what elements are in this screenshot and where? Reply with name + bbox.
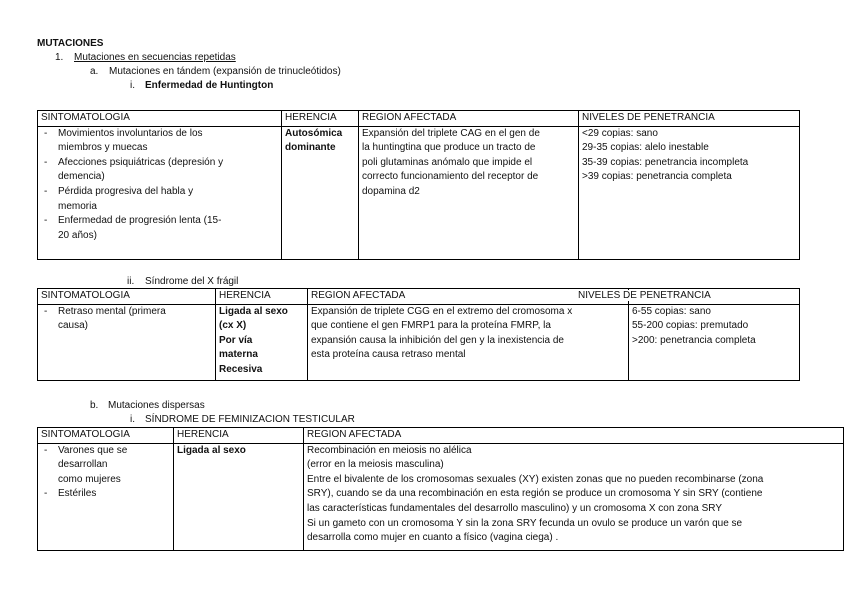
list-roman-ii: ii. [127,276,135,287]
region-cell: Expansión de triplete CGG en el extremo del cromosoma x que contiene el gen FMRP1 para la proteína FMRP, la expansión causa la inhibición del gen y la inexistencia de esta proteína causa retraso mental [308,304,629,380]
header-region-afectada: REGION AFECTADA [308,289,629,305]
symptom-item: - Retraso mental (primera causa) [41,305,212,334]
header-region-afectada: REGION AFECTADA [304,428,844,444]
list-roman-i: i. [130,80,135,91]
list-number-1: 1. [55,52,64,63]
symptoms-cell [38,443,174,550]
symptom-item: - Afecciones psiquiátricas (depresión y demencia) [41,156,278,185]
page-title: MUTACIONES [37,38,104,49]
symptoms-cell [38,126,282,259]
header-region-afectada: REGION AFECTADA [359,111,579,127]
list-roman-i-2: i. [130,414,135,425]
niveles-cell: <29 copias: sano 29-35 copias: alelo inestable 35-39 copias: penetrancia incompleta >39 copias: penetrancia completa [579,126,800,259]
disease-heading-feminizacion: SÍNDROME DE FEMINIZACION TESTICULAR [145,414,355,425]
symptom-item: - Movimientos involuntarios de los miembros y muecas [41,127,278,156]
huntington-table [37,110,800,260]
herencia-cell: Ligada al sexo [174,443,304,550]
feminizacion-table [37,427,844,551]
herencia-cell: Autosómica dominante [282,126,359,259]
header-sintomatologia: SINTOMATOLOGIA [38,111,282,127]
header-niveles-penetrancia: NIVELES DE PENETRANCIA [629,289,800,305]
x-fragil-table [37,288,800,381]
header-sintomatologia: SINTOMATOLOGIA [38,428,174,444]
symptoms-cell [38,304,216,380]
list-letter-a: a. [90,66,99,77]
header-herencia: HERENCIA [282,111,359,127]
symptom-item: - Pérdida progresiva del habla y memoria [41,185,278,214]
herencia-cell: Ligada al sexo (cx X) Por vía materna Recesiva [216,304,308,380]
symptom-item: - Varones que se desarrollan como mujeres [41,444,170,488]
region-cell: Expansión del triplete CAG en el gen de la huntingtina que produce un tracto de poli glutaminas anómalo que impide el correcto funcionamiento del receptor de dopamina d2 [359,126,579,259]
symptom-item: - Enfermedad de progresión lenta (15- 20 años) [41,214,278,243]
header-sintomatologia: SINTOMATOLOGIA [38,289,216,305]
section-heading-repeated: Mutaciones en secuencias repetidas [74,52,236,63]
header-herencia: HERENCIA [174,428,304,444]
niveles-cell: 6-55 copias: sano 55-200 copias: premutado >200: penetrancia completa [629,304,800,380]
region-cell: Recombinación en meiosis no alélica (error en la meiosis masculina) Entre el bivalente de los cromosomas sexuales (XY) existen zonas que no pueden recombinarse (zona SRY), cuando se da una recombinación en esta región se produce un cromosoma Y sin SRY (contiene las características fundamentales del desarrollo masculino) y un cromosoma X con zona SRY Si un gameto con un cromosoma Y sin la zona SRY fecunda un ovulo se produce un varón que se desarrolla como mujer en cuanto a físico (vagina ciega) . [304,443,844,550]
disease-heading-huntington: Enfermedad de Huntington [145,80,274,91]
subsection-heading-dispersas: Mutaciones dispersas [108,400,205,411]
header-herencia: HERENCIA [216,289,308,305]
subsection-heading-tandem: Mutaciones en tándem (expansión de trinucleótidos) [109,66,341,77]
header-niveles-penetrancia: NIVELES DE PENETRANCIA [579,111,800,127]
disease-heading-x-fragil: Síndrome del X frágil [145,276,239,287]
list-letter-b: b. [90,400,99,411]
symptom-item: - Estériles [41,487,170,502]
